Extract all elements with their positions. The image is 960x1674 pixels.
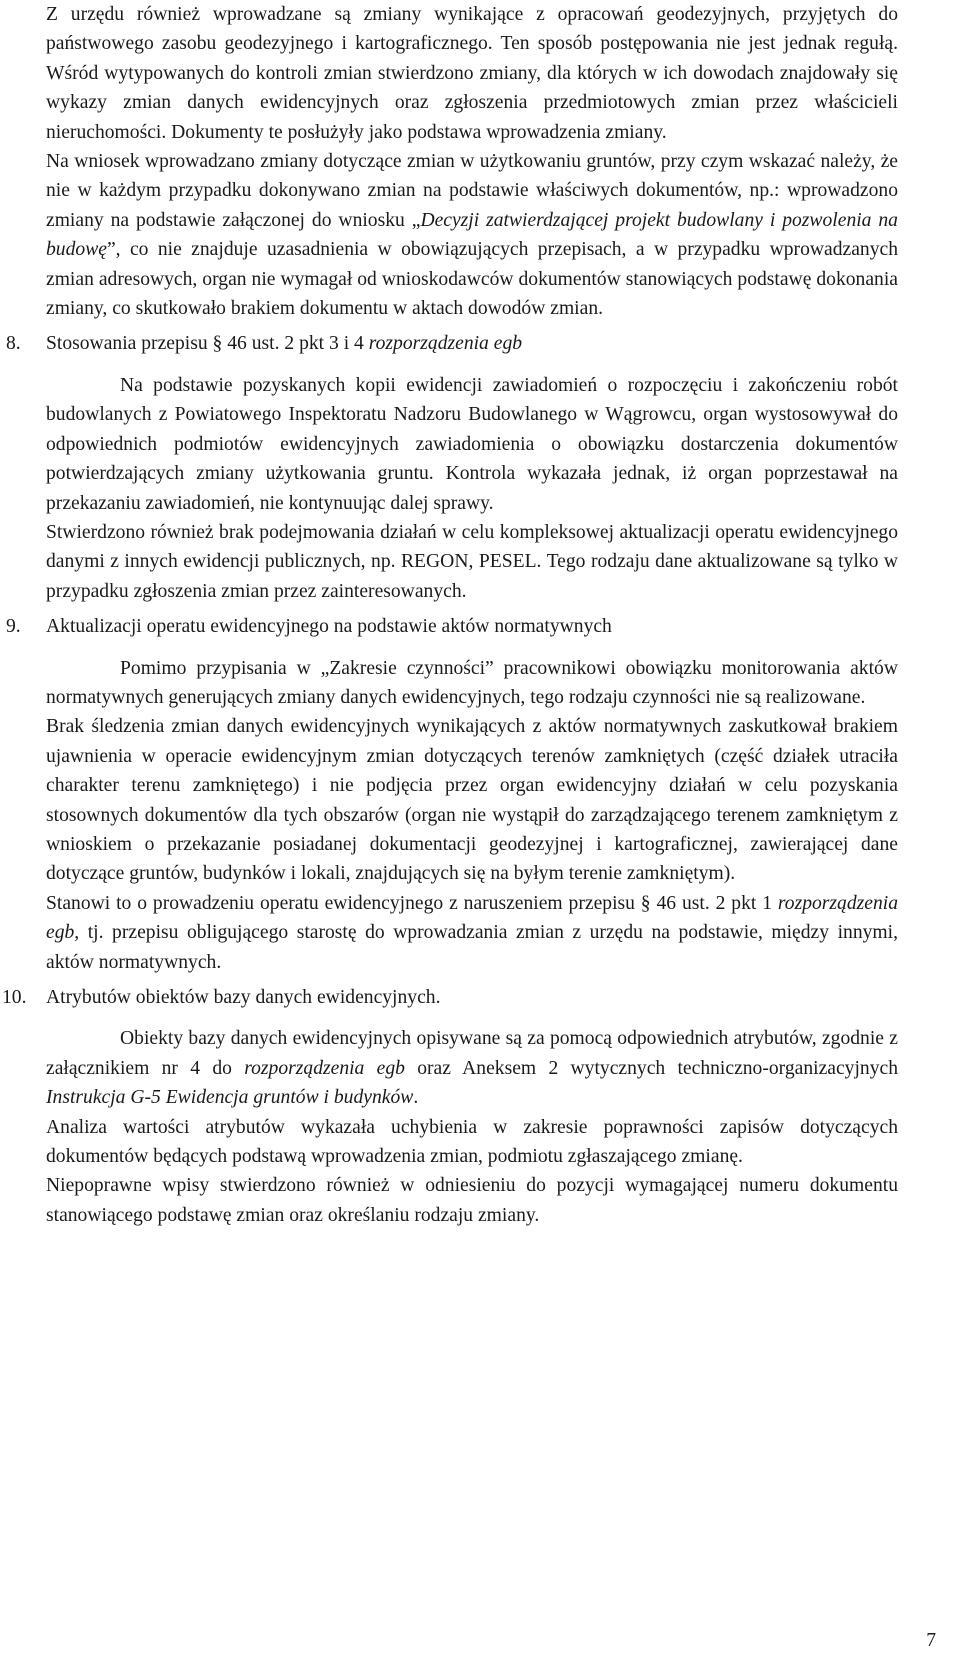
page-number: 7 <box>926 1630 936 1651</box>
section-10-number: 10. <box>2 987 27 1008</box>
section-8-paragraph-2: Stwierdzono również brak podejmowania działań w celu kompleksowej aktualizacji operatu ewidencyjnego danymi z innych ewidencji publicznych, np. REGON, PESEL. Tego rodzaju dane aktualizowane są tylko w przypadku zgłoszenia zmian przez zainteresowanych. <box>46 521 898 602</box>
section-10-paragraph-3: Niepoprawne wpisy stwierdzono również w odniesieniu do pozycji wymagającej numeru dokumentu stanowiącego podstawę zmian oraz określaniu rodzaju zmiany. <box>46 1175 898 1226</box>
section-10-paragraph-2: Analiza wartości atrybutów wykazała uchybienia w zakresie poprawności zapisów dotyczących dokumentów będących podstawą wprowadzenia zmian, podmiotu zgłaszającego zmianę. <box>46 1116 898 1168</box>
paragraph-zmiany-z-urzedu: Z urzędu również wprowadzane są zmiany wynikające z opracowań geodezyjnych, przyjętych do państwowego zasobu geodezyjnego i kartograficznego. Ten sposób postępowania nie jest jednak regułą. Wśród wytypowanych do kontroli zmian stwierdzono zmiany, dla których w ich dowodach znajdowały się wykazy zmian danych ewidencyjnych oraz zgłoszenia przedmiotowych zmian przez właścicieli nieruchomości. Dokumenty te posłużyły jako podstawa wprowadzenia zmiany. <box>46 4 898 143</box>
section-10-heading: 10. Atrybutów obiektów bazy danych ewidencyjnych. <box>46 983 898 1012</box>
section-9-paragraph-3: Stanowi to o prowadzeniu operatu ewidencyjnego z naruszeniem przepisu § 46 ust. 2 pkt 1 rozporządzenia egb, tj. przepisu obligującego starostę do wprowadzania zmian z urzędu na podstawie, między innymi, aktów normatywnych. <box>46 892 898 973</box>
section-10-paragraph-1: Obiekty bazy danych ewidencyjnych opisywane są za pomocą odpowiednich atrybutów, zgodnie z załącznikiem nr 4 do rozporządzenia egb oraz Aneksem 2 wytycznych techniczno-organizacyjnych Instrukcja G-5 Ewidencja gruntów i budynków. <box>46 1028 898 1109</box>
decision-title-italic: Decyzji zatwierdzającej projekt budowlany i pozwolenia na budowę <box>46 209 898 261</box>
section-9-number: 9. <box>6 616 21 638</box>
paragraph-zmiany-na-wniosek: Na wniosek wprowadzano zmiany dotyczące zmian w użytkowaniu gruntów, przy czym wskazać należy, że nie w każdym przypadku dokonywano zmian na podstawie właściwych dokumentów, np.: wprowadzono zmiany na podstawie załączonej do wniosku „Decyzji zatwierdzającej projekt budowlany i pozwolenia na budowę”, co nie znajduje uzasadnienia w obowiązujących przepisach, a w przypadku wprowadzanych zmian adresowych, organ nie wymagał od wnioskodawców dokumentów stanowiących podstawę dokonania zmiany, co skutkowało brakiem dokumentu w aktach dowodów zmian. <box>46 151 898 320</box>
section-9-heading: 9. Aktualizacji operatu ewidencyjnego na podstawie aktów normatywnych <box>46 612 898 641</box>
section-8-number: 8. <box>6 333 21 355</box>
section-9-paragraph-1: Pomimo przypisania w „Zakresie czynności” pracownikowi obowiązku monitorowania aktów normatywnych generujących zmiany danych ewidencyjnych, tego rodzaju czynności nie są realizowane. <box>46 657 898 708</box>
page-body <box>2 0 898 1230</box>
section-9-paragraph-2: Brak śledzenia zmian danych ewidencyjnych wynikających z aktów normatywnych zaskutkował brakiem ujawnienia w operacie ewidencyjnym zmian dotyczących terenów zamkniętych (część działek utraciła charakter terenu zamkniętego) i nie podjęcia przez organ ewidencyjny działań w celu pozyskania stosownych dokumentów dla tych obszarów (organ nie wystąpił do zarządzającego terenem zamkniętym z wnioskiem o przekazanie posiadanej dokumentacji geodezyjnej i kartograficznej, zawierającej dane dotyczące gruntów, budynków i lokali, znajdujących się na byłym terenie zamkniętym). <box>46 716 898 885</box>
section-8-paragraph-1: Na podstawie pozyskanych kopii ewidencji zawiadomień o rozpoczęciu i zakończeniu robót budowlanych z Powiatowego Inspektoratu Nadzoru Budowlanego w Wągrowcu, organ wystosowywał do odpowiednich podmiotów ewidencyjnych zawiadomienia o obowiązku dostarczenia dokumentów potwierdzających zmiany użytkowania gruntu. Kontrola wykazała jednak, iż organ poprzestawał na przekazaniu zawiadomień, nie kontynuując dalej sprawy. <box>46 374 898 514</box>
section-8-heading: 8. Stosowania przepisu § 46 ust. 2 pkt 3 i 4 rozporządzenia egb <box>46 329 898 358</box>
